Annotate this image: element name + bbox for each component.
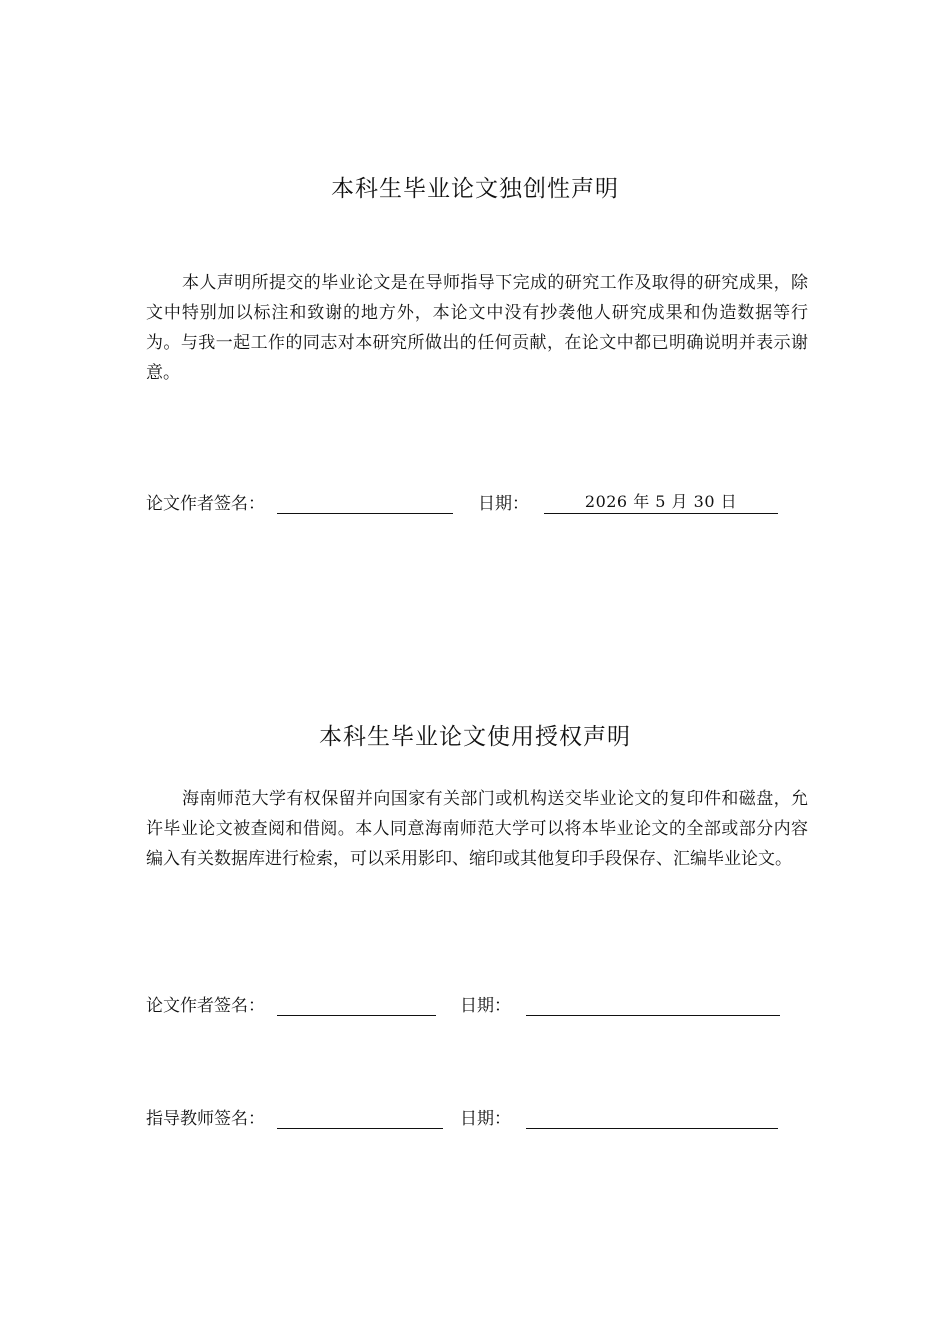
authorization-body: 海南师范大学有权保留并向国家有关部门或机构送交毕业论文的复印件和磁盘，允许毕业论文被查阅和借阅。本人同意海南师范大学可以将本毕业论文的全部或部分内容编入有关数据库进行检索，可以采用影印、缩印或其他复印手段保存、汇编毕业论文。 xyxy=(146,789,808,869)
author-signature-line[interactable] xyxy=(277,1015,436,1016)
supervisor-signature-row xyxy=(146,1106,826,1132)
date-value: 2026 年 5 月 30 日 xyxy=(584,492,738,511)
author-signature-label: 论文作者签名： xyxy=(146,996,265,1016)
originality-body: 本人声明所提交的毕业论文是在导师指导下完成的研究工作及取得的研究成果，除文中特别加以标注和致谢的地方外，本论文中没有抄袭他人研究成果和伪造数据等行为。与我一起工作的同志对本研究所做出的任何贡献，在论文中都已明确说明并表示谢意。 xyxy=(146,273,808,383)
originality-title: 本科生毕业论文独创性声明 xyxy=(331,176,619,202)
authorization-title: 本科生毕业论文使用授权声明 xyxy=(319,724,631,750)
supervisor-signature-line[interactable] xyxy=(277,1128,443,1129)
author-date-label: 日期： xyxy=(460,996,511,1016)
date-label: 日期： xyxy=(478,494,529,514)
date-line[interactable] xyxy=(544,513,778,514)
originality-signature-row xyxy=(146,491,826,517)
author-signature-line[interactable] xyxy=(277,513,453,514)
supervisor-date-label: 日期： xyxy=(460,1109,511,1129)
author-signature-label: 论文作者签名： xyxy=(146,494,265,514)
supervisor-signature-label: 指导教师签名： xyxy=(146,1109,265,1129)
authorization-author-signature-row xyxy=(146,993,826,1019)
supervisor-date-line[interactable] xyxy=(526,1128,778,1129)
author-date-line[interactable] xyxy=(526,1015,780,1016)
